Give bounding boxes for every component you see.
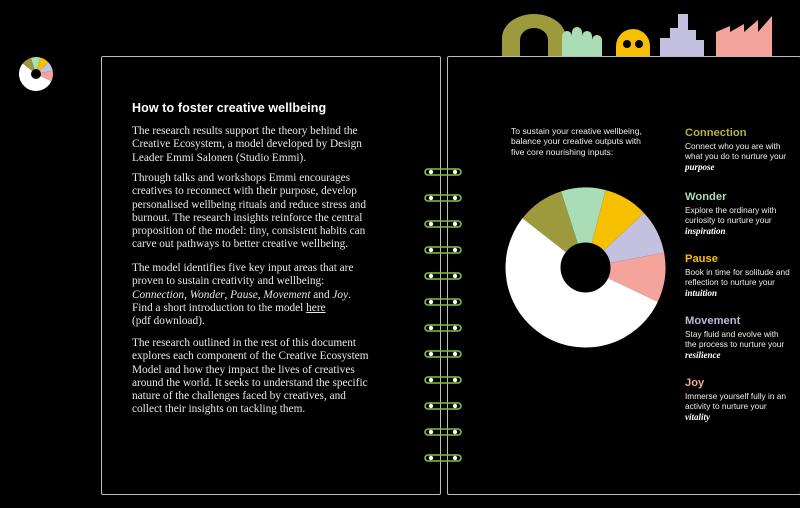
input-movement: Movement	[263, 288, 311, 301]
mint-hand-shape	[562, 27, 602, 58]
category-title: Connection	[685, 127, 747, 139]
spiral-ring	[425, 351, 461, 357]
category-description: Explore the ordinary with curiosity to nurture your inspiration	[685, 205, 777, 236]
paragraph-inputs: The model identifies five key input areas that are proven to sustain creativity and wellbeing: Connection, Wonder, Pause, Movement and Joy. Find a short introduction to the model here (pdf download).	[132, 262, 354, 328]
category-emphasis: vitality	[685, 411, 710, 422]
spiral-ring	[425, 377, 461, 383]
category-wonder	[685, 191, 790, 236]
category-joy	[685, 377, 790, 422]
category-connection	[685, 127, 790, 172]
and-word: and	[313, 288, 330, 301]
category-emphasis: inspiration	[685, 225, 726, 236]
category-title: Joy	[685, 377, 705, 389]
spiral-ring	[425, 325, 461, 331]
decorative-shapes	[500, 10, 790, 58]
spiral-ring	[425, 195, 461, 201]
page-heading: How to foster creative wellbeing	[132, 101, 327, 115]
category-emphasis: intuition	[685, 287, 718, 298]
inputs-intro-text: The model identifies five key input areas that are proven to sustain creativity and wellbeing:	[132, 262, 354, 288]
paragraph-research: The research outlined in the rest of this document explores each component of the Creative Ecosystem Model and how they impact the lives of creatives around the world. It seeks to understand the specific nature of the challenges faced by creatives, and collect their insights on tackling them.	[132, 337, 369, 416]
salmon-factory-shape	[716, 16, 772, 58]
input-pause: Pause	[230, 288, 258, 301]
spiral-ring	[425, 403, 461, 409]
creature-eye-left	[623, 40, 631, 48]
donut-intro-text: To sustain your creative wellbeing, balance your creative outputs with five core nourishing inputs:	[511, 126, 642, 157]
spiral-ring	[425, 273, 461, 279]
category-description: Connect who you are with what you do to nurture your purpose	[685, 141, 787, 172]
category-emphasis: purpose	[685, 161, 715, 172]
category-movement	[685, 315, 790, 360]
ecosystem-donut-chart	[503, 185, 668, 350]
left-page	[101, 56, 441, 495]
category-emphasis: resilience	[685, 349, 721, 360]
spiral-ring	[425, 169, 461, 175]
input-connection: Connection	[132, 288, 185, 301]
category-description: Book in time for solitude and reflection to nurture your intuition	[685, 267, 790, 298]
yellow-creature-shape	[616, 29, 650, 58]
category-title: Wonder	[685, 191, 727, 203]
spiral-ring	[425, 455, 461, 461]
intro-text: Find a short introduction to the model	[132, 301, 304, 314]
category-description: Stay fluid and evolve with the process to nurture your resilience	[685, 329, 785, 360]
ecosystem-logo-icon	[17, 55, 55, 93]
lavender-city-shape	[660, 14, 704, 58]
category-title: Movement	[685, 315, 741, 327]
spiral-ring	[425, 429, 461, 435]
spiral-ring	[425, 221, 461, 227]
pdf-note: (pdf download).	[132, 315, 205, 328]
category-description: Immerse yourself fully in an activity to nurture your vitality	[685, 391, 786, 422]
creature-eye-right	[635, 40, 643, 48]
paragraph-workshops: Through talks and workshops Emmi encourages creatives to reconnect with their purpose, develop personalised wellbeing rituals and reduce stress and burnout. The research insights reinforce the central proposition of the model: tiny, consistent habits can carve out pathways to better creative wellbeing.	[132, 172, 367, 251]
input-joy: Joy	[332, 288, 349, 301]
olive-arch-shape	[502, 14, 566, 58]
donut-hole	[561, 243, 611, 293]
category-title: Pause	[685, 253, 718, 265]
input-wonder: Wonder	[189, 288, 225, 301]
spiral-binding	[423, 160, 463, 480]
category-pause	[685, 253, 790, 298]
spiral-ring	[425, 247, 461, 253]
paragraph-model: The research results support the theory behind the Creative Ecosystem, a model developed by Design Leader Emmi Salonen (Studio Emmi).	[132, 125, 362, 164]
spiral-ring	[425, 299, 461, 305]
pdf-download-link[interactable]: here	[306, 301, 326, 314]
